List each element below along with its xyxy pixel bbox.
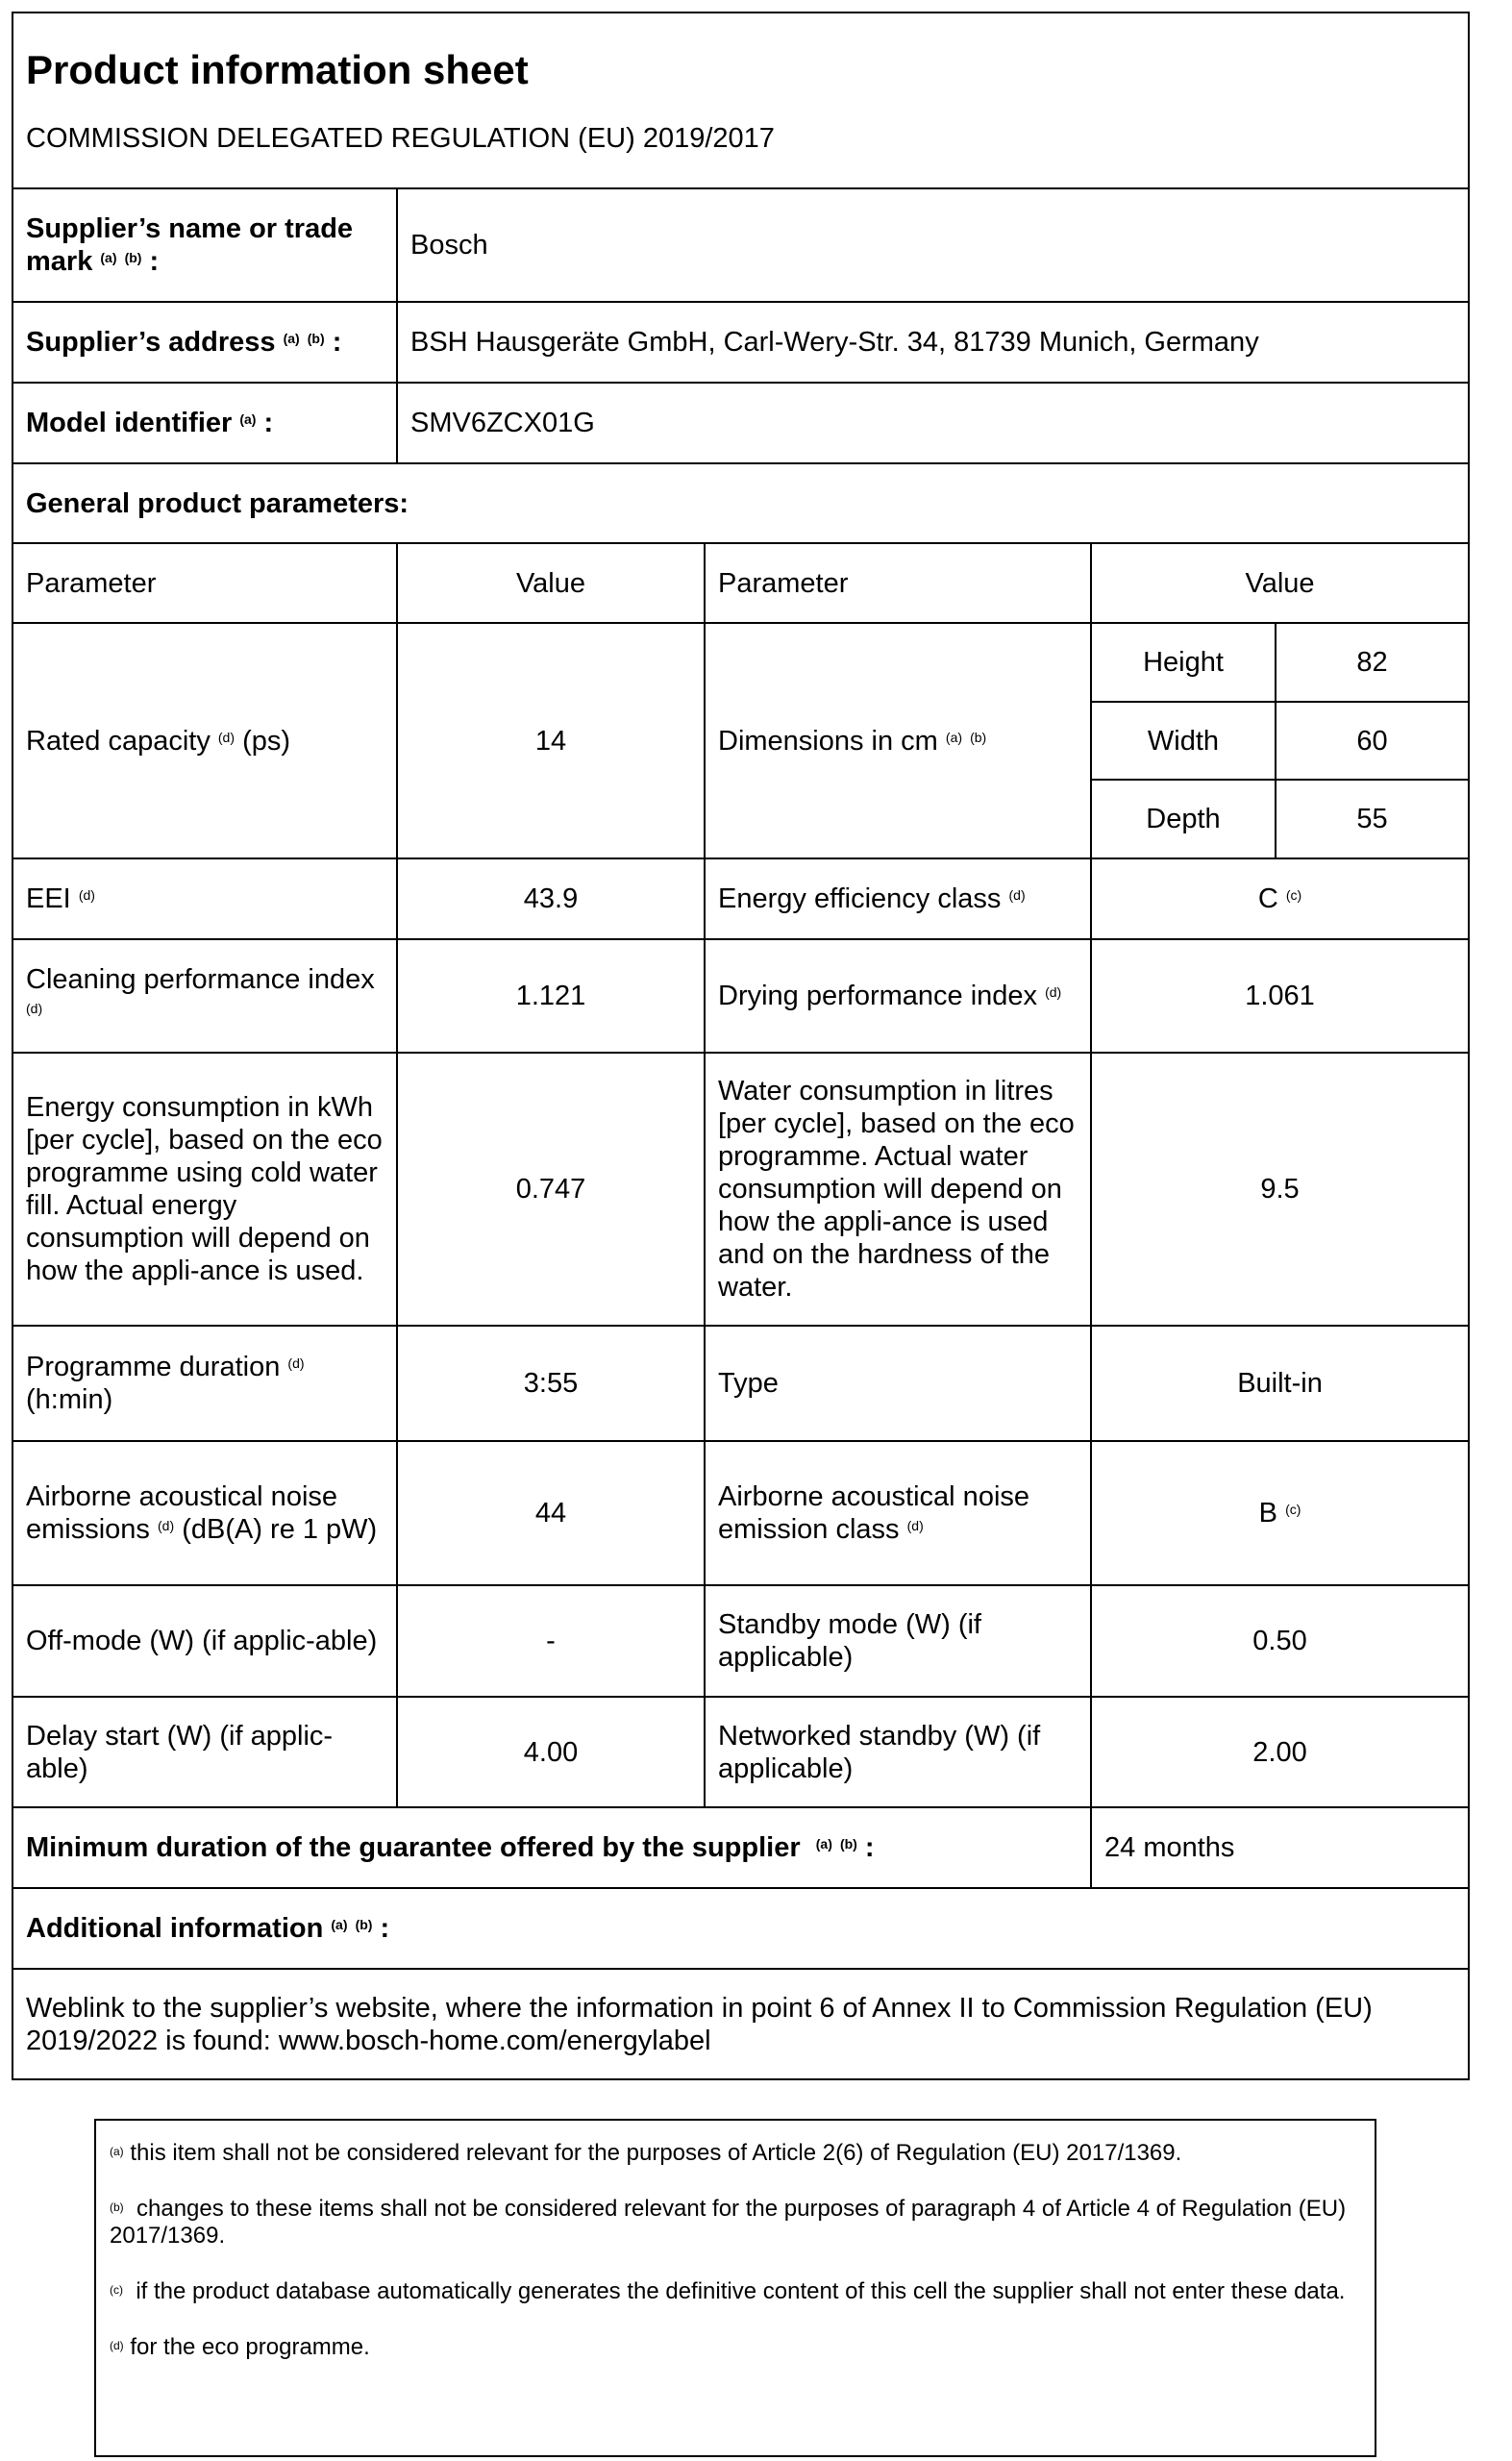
supplier-address-value: BSH Hausgeräte GmbH, Carl-Wery-Str. 34, 81739 Munich, Germany (397, 302, 1469, 383)
depth-label: Depth (1091, 780, 1276, 858)
supplier-weblink: Weblink to the supplier’s website, where the information in point 6 of Annex II to Commission Regulation (EU) 2019/2022 is found: www.bosch-home.com/energylabel (12, 1969, 1469, 2079)
footnote: $^{(b)}$ changes to these items shall not be considered relevant for the purposes of paragraph 4 of Article 4 of Regulation (EU) 2017/1369. (110, 2196, 1347, 2249)
energy-consumption-label: Energy consumption in kWh [per cycle], based on the eco programme using cold water fill. Actual energy consumption will depend on how the appli-ance is used. (12, 1053, 397, 1326)
programme-duration-value: 3:55 (397, 1326, 705, 1441)
additional-information-heading: Additional information $^{(a)}$ $^{(b)}$ : (12, 1888, 1469, 1969)
product-information-table (12, 12, 1470, 2080)
height-label: Height (1091, 623, 1276, 702)
water-consumption-label: Water consumption in litres [per cycle], based on the eco programme. Actual water consumption will depend on how the appli-ance is used and on the hardness of the water. (705, 1053, 1091, 1326)
off-mode-value: - (397, 1585, 705, 1697)
cleaning-index-label-cell: Cleaning performance index $^{(d)}$ (12, 939, 397, 1053)
guarantee-value: 24 months (1091, 1807, 1469, 1888)
noise-class-label-cell: Airborne acoustical noise emission class $^{(d)}$ (705, 1441, 1091, 1585)
eei-label-cell: EEI $^{(d)}$ (12, 858, 397, 939)
drying-index-label-cell: Drying performance index $^{(d)}$ (705, 939, 1091, 1053)
dimensions-label-cell: Dimensions in cm $^{(a)}$ $^{(b)}$ (705, 623, 1091, 858)
energy-class-label-cell: Energy efficiency class $^{(d)}$ (705, 858, 1091, 939)
noise-emissions-label-cell: Airborne acoustical noise emissions $^{(d)}$ (dB(A) re 1 pW) (12, 1441, 397, 1585)
footnote: $^{(c)}$ if the product database automatically generates the definitive content of this cell the supplier shall not enter these data. (110, 2278, 1346, 2304)
noise-emissions-value: 44 (397, 1441, 705, 1585)
guarantee-label-cell: Minimum duration of the guarantee offered by the supplier $^{(a)}$ $^{(b)}$ : (12, 1807, 1091, 1888)
noise-class-value-cell: B $^{(c)}$ (1091, 1441, 1469, 1585)
eei-value: 43.9 (397, 858, 705, 939)
rated-capacity-label-cell: Rated capacity $^{(d)}$ (ps) (12, 623, 397, 858)
footnotes-box (94, 2119, 1376, 2457)
model-identifier-value: SMV6ZCX01G (397, 383, 1469, 463)
column-header-value: Value (1091, 543, 1469, 623)
supplier-name-value: Bosch (397, 188, 1469, 302)
height-value: 82 (1276, 623, 1469, 702)
energy-consumption-value: 0.747 (397, 1053, 705, 1326)
cleaning-index-value: 1.121 (397, 939, 705, 1053)
programme-duration-label-cell: Programme duration $^{(d)}$ (h:min) (12, 1326, 397, 1441)
page-title: Product information sheet (26, 46, 529, 92)
type-label: Type (705, 1326, 1091, 1441)
column-header-parameter: Parameter (705, 543, 1091, 623)
footnote: $^{(d)}$ for the eco programme. (110, 2334, 370, 2360)
water-consumption-value: 9.5 (1091, 1053, 1469, 1326)
off-mode-label: Off-mode (W) (if applic-able) (12, 1585, 397, 1697)
sheet-header (12, 12, 1469, 188)
column-header-value: Value (397, 543, 705, 623)
networked-standby-value: 2.00 (1091, 1697, 1469, 1807)
standby-value: 0.50 (1091, 1585, 1469, 1697)
footnote: $^{(a)}$ this item shall not be considered relevant for the purposes of Article 2(6) of Regulation (EU) 2017/1369. (110, 2140, 1182, 2166)
rated-capacity-value: 14 (397, 623, 705, 858)
networked-standby-label: Networked standby (W) (if applicable) (705, 1697, 1091, 1807)
drying-index-value: 1.061 (1091, 939, 1469, 1053)
column-header-parameter: Parameter (12, 543, 397, 623)
regulation-reference: COMMISSION DELEGATED REGULATION (EU) 2019/2017 (26, 122, 775, 154)
type-value: Built-in (1091, 1326, 1469, 1441)
supplier-name-label-cell: Supplier’s name or trade mark $^{(a)}$ $^{(b)}$ : (12, 188, 397, 302)
standby-label: Standby mode (W) (if applicable) (705, 1585, 1091, 1697)
delay-start-label: Delay start (W) (if applic-able) (12, 1697, 397, 1807)
width-label: Width (1091, 702, 1276, 780)
width-value: 60 (1276, 702, 1469, 780)
general-parameters-heading: General product parameters: (12, 463, 1469, 543)
depth-value: 55 (1276, 780, 1469, 858)
energy-class-value-cell: C $^{(c)}$ (1091, 858, 1469, 939)
model-identifier-label-cell: Model identifier $^{(a)}$ : (12, 383, 397, 463)
delay-start-value: 4.00 (397, 1697, 705, 1807)
supplier-address-label-cell: Supplier’s address $^{(a)}$ $^{(b)}$ : (12, 302, 397, 383)
